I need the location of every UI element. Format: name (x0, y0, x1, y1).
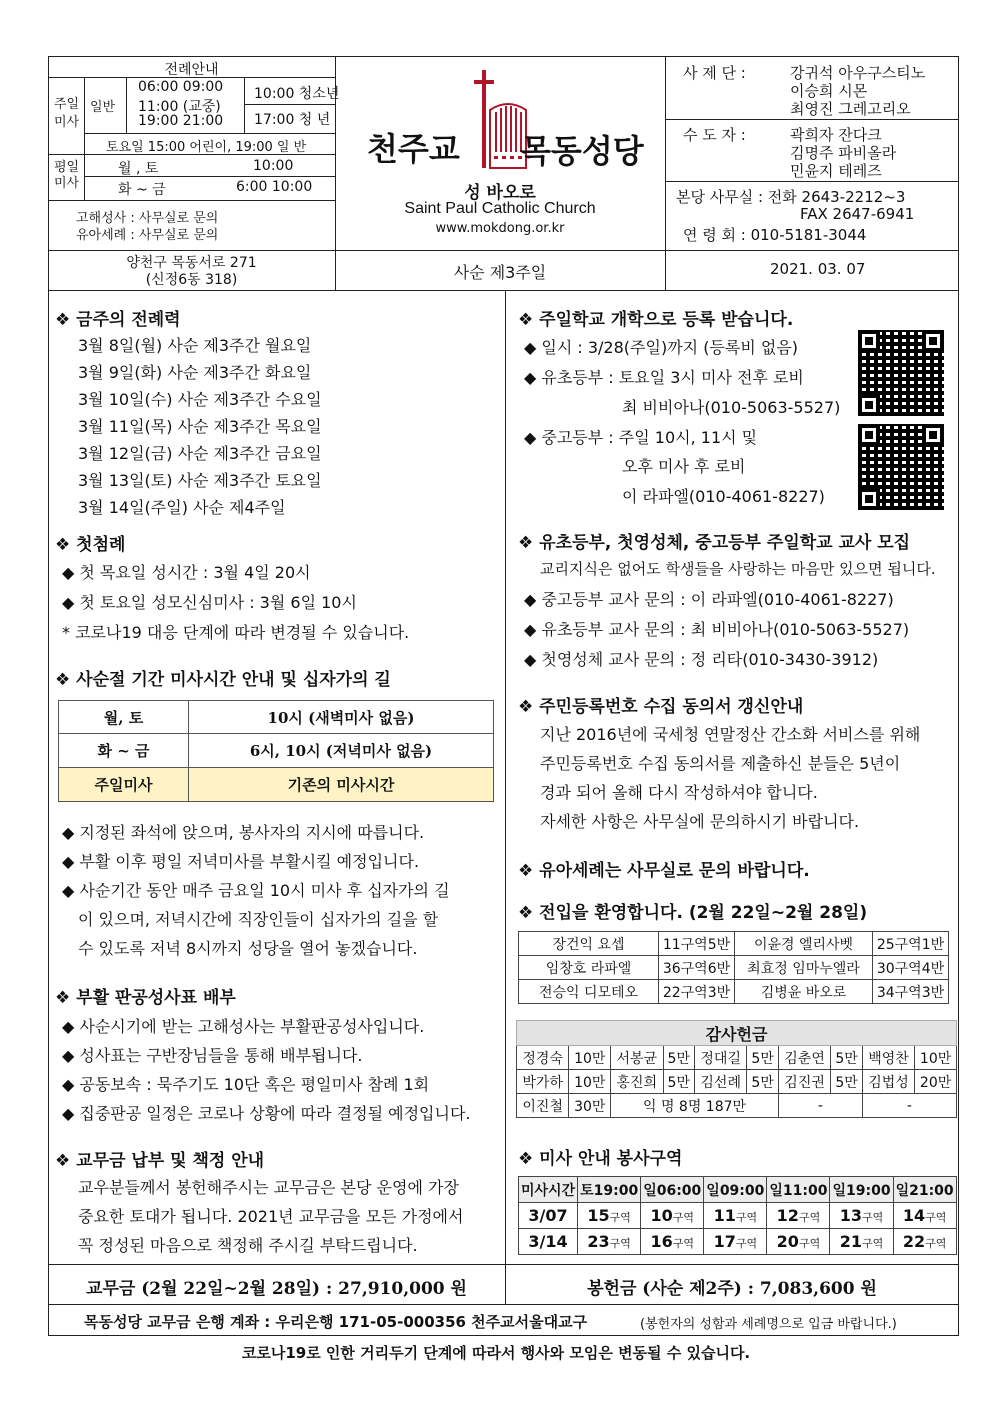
teachers-item: ◆ 유초등부 교사 문의 : 최 비비아나(010-5063-5527) (524, 620, 910, 639)
religious-label: 수 도 자 : (683, 126, 746, 144)
donation: 20만 (915, 1070, 957, 1094)
table-row (59, 701, 494, 734)
first-rite-item: * 코로나19 대응 단계에 따라 변경될 수 있습니다. (62, 623, 410, 642)
service-title: ❖ 미사 안내 봉사구역 (518, 1149, 683, 1169)
donation: 5만 (831, 1070, 863, 1094)
header-right-divider (665, 56, 666, 290)
first-rite-item: ◆ 첫 목요일 성시간 : 3월 4일 20시 (62, 563, 311, 582)
newcomer-name: 임창호 라파엘 (519, 956, 659, 980)
confession-card-item: ◆ 집중판공 일정은 코로나 상황에 따라 결정될 예정입니다. (62, 1104, 471, 1123)
english-name: Saint Paul Catholic Church (404, 200, 596, 217)
teachers-item: ◆ 첫영성체 교사 문의 : 정 리타(010-3430-3912) (524, 650, 879, 669)
newcomer-name: 전승익 디모테오 (519, 980, 659, 1004)
infant-baptism-info: 유아세례 : 사무실로 문의 (76, 228, 219, 243)
service-date: 3/14 (519, 1229, 578, 1255)
priest-3: 최영진 그레고리오 (790, 100, 911, 118)
schedule-title: 전례안내 (164, 62, 219, 78)
first-rite-title: ❖ 첫첨례 (55, 535, 126, 555)
table-row (519, 956, 949, 980)
bank-account-note: (봉헌자의 성함과 세례명으로 입금 바랍니다.) (640, 1317, 897, 1332)
regular-label: 일반 (90, 100, 116, 115)
offering-total: 봉헌금 (사순 제2주) : 7,083,600 원 (587, 1279, 877, 1299)
service-district: 12구역 (767, 1203, 830, 1229)
weekday-mass-label: 평일 미사 (54, 160, 80, 191)
liturgical-day: 사순 제3주일 (453, 263, 547, 282)
donor-name: 서봉균 (611, 1046, 663, 1070)
table-row (519, 1203, 957, 1229)
table-row (517, 1070, 957, 1094)
sunday-school-line: ◆ 유초등부 : 토요일 3시 미사 전후 로비 (524, 368, 804, 387)
newcomer-district: 22구역3반 (659, 980, 735, 1004)
lent-note: ◆ 사순기간 동안 매주 금요일 10시 미사 후 십자가의 길 (62, 881, 450, 900)
lent-title: ❖ 사순절 기간 미사시간 안내 및 십자가의 길 (55, 670, 391, 690)
lent-note: 수 있도록 저녁 8시까지 성당을 열어 놓겠습니다. (78, 939, 418, 958)
resident-id-line: 지난 2016년에 국세청 연말정산 간소화 서비스를 위해 (540, 725, 921, 744)
lent-day: 월, 토 (59, 701, 189, 734)
liturgy-item: 3월 11일(목) 사순 제3주간 목요일 (78, 417, 322, 436)
newcomer-district: 34구역3반 (873, 980, 949, 1004)
first-rite-item: ◆ 첫 토요일 성모신심미사 : 3월 6일 10시 (62, 593, 357, 612)
dues-total: 교무금 (2월 22일~2월 28일) : 27,910,000 원 (86, 1279, 467, 1299)
bank-account: 목동성당 교무금 은행 계좌 : 우리은행 171-05-000356 천주교서울대교구 (84, 1313, 588, 1331)
service-district: 17구역 (704, 1229, 767, 1255)
dues-line: 중요한 토대가 됩니다. 2021년 교무금을 모든 가정에서 (78, 1207, 464, 1226)
donation: 10만 (569, 1070, 611, 1094)
confession-card-item: ◆ 사순시기에 받는 고해성사는 부활판공성사입니다. (62, 1017, 425, 1036)
dues-line: 교우분들께서 봉헌해주시는 교무금은 본당 운영에 가장 (78, 1178, 459, 1197)
liturgy-title: ❖ 금주의 전례력 (55, 310, 181, 330)
lent-day: 화 ~ 금 (59, 734, 189, 768)
church-name-right: 목동성당 (520, 132, 644, 170)
resident-id-title: ❖ 주민등록번호 수집 동의서 갱신안내 (518, 697, 804, 717)
header-divider (48, 250, 959, 251)
service-district: 11구역 (704, 1203, 767, 1229)
confession-card-item: ◆ 공동보속 : 묵주기도 10단 혹은 평일미사 참례 1회 (62, 1075, 430, 1094)
service-district: 20구역 (767, 1229, 830, 1255)
thanks-title: 감사헌금 (517, 1021, 957, 1046)
liturgy-item: 3월 9일(화) 사순 제3주간 화요일 (78, 363, 312, 382)
teachers-item: ◆ 중고등부 교사 문의 : 이 라파엘(010-4061-8227) (524, 590, 894, 609)
sunday-school-line: 최 비비아나(010-5063-5527) (622, 398, 841, 417)
table-row (517, 1046, 957, 1070)
liturgy-item: 3월 12일(금) 사순 제3주간 금요일 (78, 444, 322, 463)
mass-schedule-box (48, 56, 340, 250)
header-bottom-divider (48, 290, 959, 291)
office-fax: FAX 2647-6941 (800, 205, 915, 223)
donor-name: 백영찬 (862, 1046, 914, 1070)
lent-time: 6시, 10시 (저녁미사 없음) (189, 734, 494, 768)
table-row (519, 932, 949, 956)
service-header-label: 미사시간 (519, 1177, 578, 1203)
covid-notice: 코로나19로 인한 거리두기 단계에 따라서 행사와 모임은 변동될 수 있습니다. (241, 1344, 751, 1362)
lent-time: 기존의 미사시간 (189, 768, 494, 802)
donation: 10만 (569, 1046, 611, 1070)
address-line-1: 양천구 목동서로 271 (126, 255, 257, 271)
dues-title: ❖ 교무금 납부 및 책정 안내 (55, 1151, 265, 1171)
office-phone: 본당 사무실 : 전화 2643-2212~3 (676, 188, 906, 206)
service-time-header: 일09:00 (704, 1177, 767, 1203)
table-row (519, 980, 949, 1004)
resident-id-line: 경과 되어 올해 다시 작성하셔야 합니다. (540, 783, 818, 802)
resident-id-line: 자세한 사항은 사무실에 문의하시기 바랍니다. (540, 812, 860, 831)
donor-name: 박가하 (517, 1070, 569, 1094)
welcome-table (518, 931, 949, 1004)
service-time-header: 일21:00 (893, 1177, 956, 1203)
donor-name: 정경숙 (517, 1046, 569, 1070)
weekday-days-1: 월 , 토 (118, 161, 159, 177)
service-district: 13구역 (830, 1203, 893, 1229)
resident-id-line: 주민등록번호 수집 동의서를 제출하신 분들은 5년이 (540, 754, 901, 773)
priest-1: 강귀석 아우구스티노 (790, 64, 926, 82)
newcomer-district: 11구역5반 (659, 932, 735, 956)
liturgy-item: 3월 14일(주일) 사순 제4주일 (78, 498, 286, 517)
religious-1: 곽희자 잔다크 (790, 126, 882, 144)
time-left-2: 11:00 (교중) (138, 99, 221, 115)
liturgy-item: 3월 10일(수) 사순 제3주간 수요일 (78, 390, 322, 409)
service-district: 21구역 (830, 1229, 893, 1255)
newcomer-name: 장건익 요셉 (519, 932, 659, 956)
newcomer-district: 30구역4반 (873, 956, 949, 980)
qr-code-icon[interactable] (858, 424, 944, 510)
service-table (518, 1176, 957, 1255)
saturday-line: 토요일 15:00 어린이, 19:00 일 반 (106, 140, 307, 155)
weekday-time-2: 6:00 10:00 (236, 179, 313, 195)
sunday-school-line: ◆ 일시 : 3/28(주일)까지 (등록비 없음) (524, 338, 799, 357)
donor-name: 김선례 (695, 1070, 747, 1094)
bulletin-date: 2021. 03. 07 (770, 260, 866, 278)
donor-name: 김춘연 (778, 1046, 830, 1070)
teachers-title: ❖ 유초등부, 첫영성체, 중고등부 주일학교 교사 모집 (518, 533, 911, 553)
religious-2: 김명주 파비올라 (790, 144, 897, 162)
qr-code-icon[interactable] (858, 330, 944, 416)
donation: 5만 (747, 1046, 779, 1070)
table-row (519, 1229, 957, 1255)
liturgy-item: 3월 13일(토) 사순 제3주간 토요일 (78, 471, 322, 490)
service-district: 23구역 (578, 1229, 641, 1255)
donation-empty: - (862, 1094, 956, 1118)
donor-name: 정대길 (695, 1046, 747, 1070)
column-divider (505, 290, 506, 1264)
thanks-offering-table (516, 1020, 957, 1118)
lent-note: 이 있으며, 저녁시간에 직장인들이 십자가의 길을 할 (78, 910, 439, 929)
time-left-1: 06:00 09:00 (138, 79, 224, 95)
table-row (59, 734, 494, 768)
patron-name: 성 바오로 (464, 183, 536, 203)
table-row (519, 1177, 957, 1203)
donation: 5만 (663, 1046, 695, 1070)
anonymous-donations: 익 명 8명 187만 (611, 1094, 779, 1118)
donor-name: 김진권 (778, 1070, 830, 1094)
confession-card-item: ◆ 성사표는 구반장님들을 통해 배부됩니다. (62, 1046, 363, 1065)
donation: 5만 (663, 1070, 695, 1094)
donation: 30만 (569, 1094, 611, 1118)
service-time-header: 일19:00 (830, 1177, 893, 1203)
sunday-school-line: ◆ 중고등부 : 주일 10시, 11시 및 (524, 428, 758, 447)
donor-name: 이진철 (517, 1094, 569, 1118)
weekday-days-2: 화 ~ 금 (118, 182, 166, 198)
sunday-mass-label: 주일 미사 (54, 97, 80, 130)
sunday-school-line: 오후 미사 후 로비 (622, 457, 746, 476)
donation: 5만 (747, 1070, 779, 1094)
confession-info: 고해성사 : 사무실로 문의 (76, 211, 219, 226)
religious-3: 민윤지 테레즈 (790, 162, 882, 180)
service-district: 15구역 (578, 1203, 641, 1229)
service-district: 10구역 (641, 1203, 704, 1229)
welcome-title: ❖ 전입을 환영합니다. (2월 22일~2월 28일) (518, 903, 868, 923)
newcomer-name: 이윤경 엘리사벳 (735, 932, 873, 956)
service-district: 22구역 (893, 1229, 956, 1255)
time-right-2: 17:00 청 년 (254, 112, 331, 128)
legion-phone: 연 령 회 : 010-5181-3044 (683, 226, 867, 244)
table-row (517, 1094, 957, 1118)
liturgy-item: 3월 8일(월) 사순 제3주간 월요일 (78, 336, 312, 355)
sunday-school-line: 이 라파엘(010-4061-8227) (622, 487, 825, 506)
service-time-header: 일06:00 (641, 1177, 704, 1203)
newcomer-district: 36구역6반 (659, 956, 735, 980)
address-line-2: (신정6동 318) (145, 272, 238, 288)
newcomer-district: 25구역1반 (873, 932, 949, 956)
teachers-intro: 교리지식은 없어도 학생들을 사랑하는 마음만 있으면 됩니다. (540, 560, 936, 578)
service-time-header: 일11:00 (767, 1177, 830, 1203)
lent-day: 주일미사 (59, 768, 189, 802)
infant-baptism-title: ❖ 유아세례는 사무실로 문의 바랍니다. (518, 861, 810, 881)
donor-name: 김법성 (862, 1070, 914, 1094)
donation: 10만 (915, 1046, 957, 1070)
priests-label: 사 제 단 : (683, 64, 746, 82)
lent-mass-table (58, 700, 494, 802)
sunday-school-title: ❖ 주일학교 개학으로 등록 받습니다. (518, 310, 794, 330)
lent-time: 10시 (새벽미사 없음) (189, 701, 494, 734)
time-left-3: 19:00 21:00 (138, 113, 224, 129)
lent-note: ◆ 부활 이후 평일 저녁미사를 부활시킬 예정입니다. (62, 852, 420, 871)
table-row (59, 768, 494, 802)
donation: 5만 (831, 1046, 863, 1070)
confession-card-title: ❖ 부활 판공성사표 배부 (55, 988, 236, 1008)
newcomer-name: 최효정 임마누엘라 (735, 956, 873, 980)
newcomer-name: 김병윤 바오로 (735, 980, 873, 1004)
lent-note: ◆ 지정된 좌석에 앉으며, 봉사자의 지시에 따릅니다. (62, 823, 425, 842)
service-district: 14구역 (893, 1203, 956, 1229)
website-link[interactable]: www.mokdong.or.kr (435, 221, 565, 236)
service-time-header: 토19:00 (578, 1177, 641, 1203)
time-right-1: 10:00 청소년 (254, 86, 340, 102)
dues-line: 꼭 정성된 마음으로 책정해 주시길 부탁드립니다. (78, 1236, 418, 1255)
church-name-left: 천주교 (367, 130, 460, 168)
donation-empty: - (778, 1094, 862, 1118)
weekday-time-1: 10:00 (253, 158, 294, 174)
service-date: 3/07 (519, 1203, 578, 1229)
donor-name: 홍진희 (611, 1070, 663, 1094)
priest-2: 이승희 시몬 (790, 82, 868, 100)
table-row (517, 1021, 957, 1046)
service-district: 16구역 (641, 1229, 704, 1255)
